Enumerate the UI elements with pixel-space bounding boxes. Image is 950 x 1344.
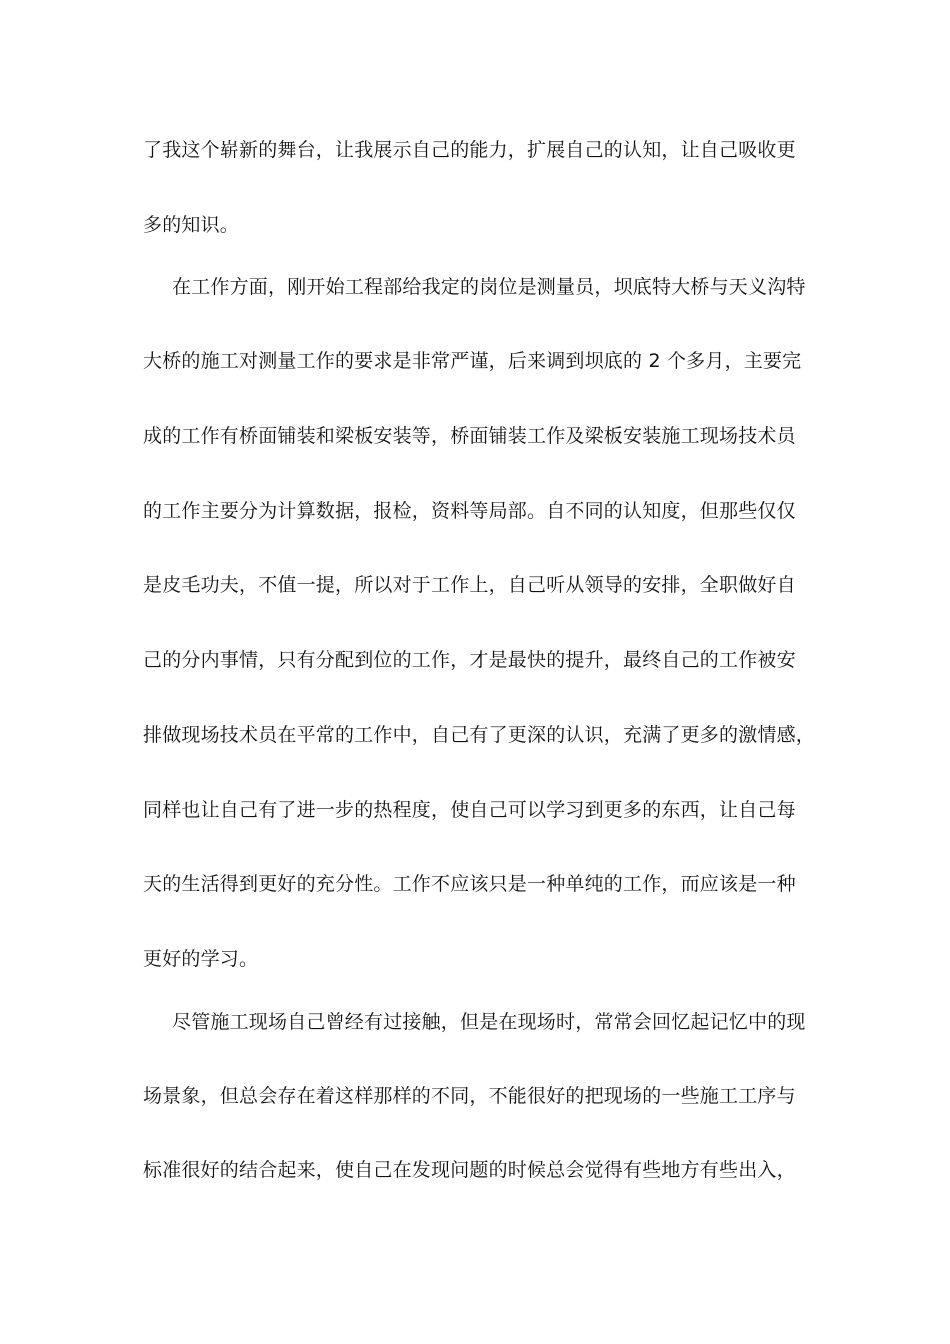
text-line: 成的工作有桥面铺装和梁板安装等，桥面铺装工作及梁板安装施工现场技术员	[143, 425, 796, 447]
paragraph-start-line: 尽管施工现场自己曾经有过接触，但是在现场时，常常会回忆起记忆中的现	[172, 1011, 806, 1033]
text-line: 天的生活得到更好的充分性。工作不应该只是一种单纯的工作，而应该是一种	[143, 873, 796, 895]
text-line: 了我这个崭新的舞台，让我展示自己的能力，扩展自己的认知，让自己吸收更	[143, 139, 796, 161]
text-line: 标准很好的结合起来，使自己在发现问题的时候总会觉得有些地方有些出入，	[143, 1159, 796, 1181]
text-line: 同样也让自己有了进一步的热程度，使自己可以学习到更多的东西，让自己每	[143, 799, 796, 821]
text-line: 己的分内事情，只有分配到位的工作，才是最快的提升，最终自己的工作被安	[143, 649, 796, 671]
text-line: 的工作主要分为计算数据，报检，资料等局部。自不同的认知度，但那些仅仅	[143, 500, 796, 522]
paragraph-start-line: 在工作方面，刚开始工程部给我定的岗位是测量员，坝底特大桥与天义沟特	[172, 276, 806, 298]
text-line: 大桥的施工对测量工作的要求是非常严谨，后来调到坝底的 2 个多月，主要完	[143, 350, 802, 372]
text-line: 更好的学习。	[143, 948, 259, 970]
text-line: 多的知识。	[143, 214, 240, 236]
text-line: 场景象，但总会存在着这样那样的不同，不能很好的把现场的一些施工工序与	[143, 1085, 796, 1107]
text-line: 是皮毛功夫，不值一提，所以对于工作上，自己听从领导的安排，全职做好自	[143, 574, 796, 596]
text-line: 排做现场技术员在平常的工作中，自己有了更深的认识，充满了更多的激情感，	[143, 724, 816, 746]
